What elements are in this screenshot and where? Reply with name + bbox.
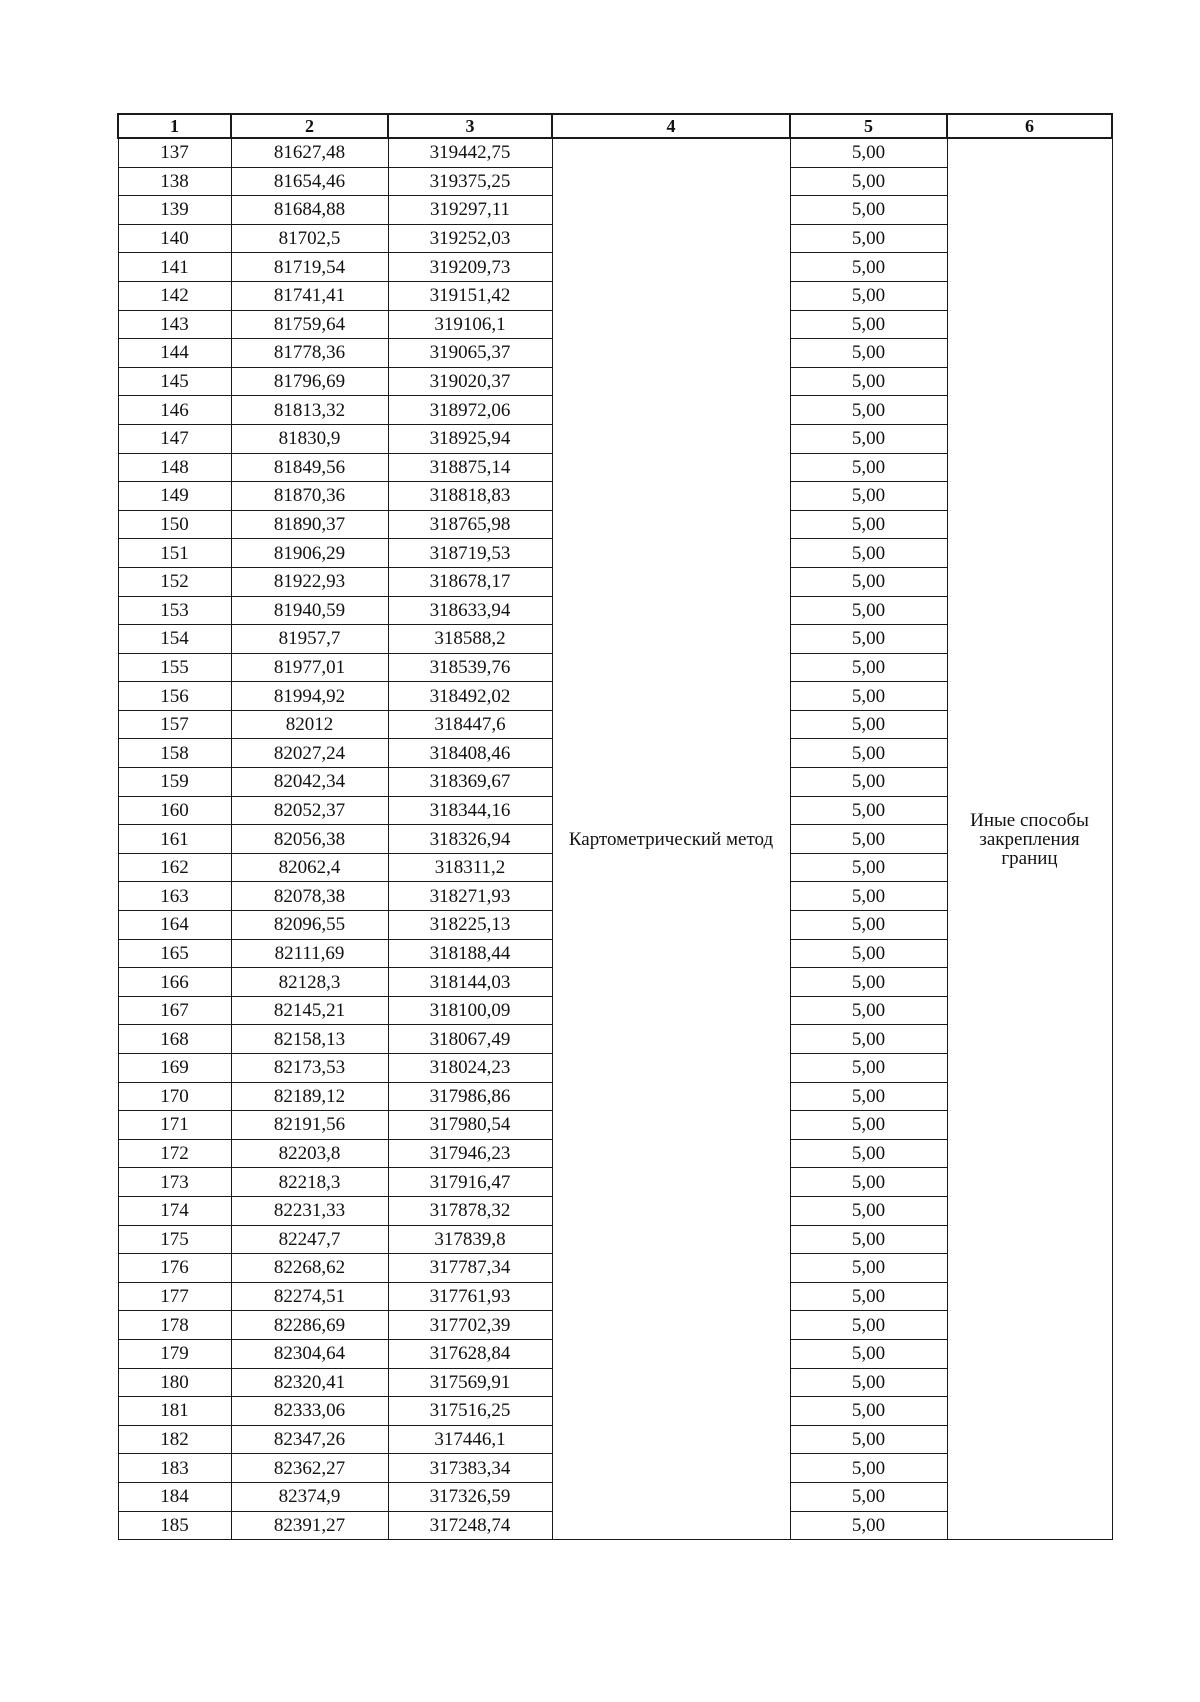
- coordinate-y: 317916,47: [388, 1168, 552, 1197]
- point-number: 181: [118, 1397, 231, 1426]
- accuracy-value: 5,00: [790, 939, 947, 968]
- point-number: 162: [118, 853, 231, 882]
- point-number: 144: [118, 339, 231, 368]
- accuracy-value: 5,00: [790, 396, 947, 425]
- table-row: [118, 138, 1112, 167]
- coordinate-x: 82274,51: [231, 1282, 388, 1311]
- accuracy-value: 5,00: [790, 653, 947, 682]
- fixing-method-line: закрепления: [979, 828, 1080, 850]
- accuracy-value: 5,00: [790, 1511, 947, 1540]
- point-number: 152: [118, 567, 231, 596]
- coordinate-x: 82062,4: [231, 853, 388, 882]
- point-number: 160: [118, 796, 231, 825]
- coordinate-y: 317446,1: [388, 1425, 552, 1454]
- coordinate-y: 317569,91: [388, 1368, 552, 1397]
- coordinate-y: 319065,37: [388, 339, 552, 368]
- point-number: 137: [118, 138, 231, 167]
- coordinate-y: 319375,25: [388, 167, 552, 196]
- coordinate-y: 317878,32: [388, 1196, 552, 1225]
- accuracy-value: 5,00: [790, 224, 947, 253]
- coordinate-x: 82374,9: [231, 1482, 388, 1511]
- coordinate-y: 318408,46: [388, 739, 552, 768]
- point-number: 148: [118, 453, 231, 482]
- coordinate-x: 81702,5: [231, 224, 388, 253]
- coordinate-x: 82173,53: [231, 1054, 388, 1083]
- point-number: 175: [118, 1225, 231, 1254]
- accuracy-value: 5,00: [790, 768, 947, 797]
- determination-method: Картометрический метод: [552, 138, 790, 1540]
- accuracy-value: 5,00: [790, 796, 947, 825]
- coordinate-y: 318271,93: [388, 882, 552, 911]
- coordinate-x: 81940,59: [231, 596, 388, 625]
- coordinate-y: 318188,44: [388, 939, 552, 968]
- accuracy-value: 5,00: [790, 138, 947, 167]
- point-number: 168: [118, 1025, 231, 1054]
- point-number: 138: [118, 167, 231, 196]
- accuracy-value: 5,00: [790, 1054, 947, 1083]
- point-number: 176: [118, 1254, 231, 1283]
- accuracy-value: 5,00: [790, 482, 947, 511]
- point-number: 177: [118, 1282, 231, 1311]
- coordinate-y: 317702,39: [388, 1311, 552, 1340]
- coordinate-x: 82052,37: [231, 796, 388, 825]
- accuracy-value: 5,00: [790, 1139, 947, 1168]
- accuracy-value: 5,00: [790, 1454, 947, 1483]
- accuracy-value: 5,00: [790, 167, 947, 196]
- accuracy-value: 5,00: [790, 424, 947, 453]
- coordinate-y: 317516,25: [388, 1397, 552, 1426]
- point-number: 161: [118, 825, 231, 854]
- coordinate-x: 81627,48: [231, 138, 388, 167]
- coordinate-x: 82362,27: [231, 1454, 388, 1483]
- coordinate-x: 82027,24: [231, 739, 388, 768]
- point-number: 145: [118, 367, 231, 396]
- header-col-4: 4: [552, 114, 790, 138]
- coordinate-y: 318719,53: [388, 539, 552, 568]
- coordinate-y: 318539,76: [388, 653, 552, 682]
- point-number: 180: [118, 1368, 231, 1397]
- coordinate-x: 82347,26: [231, 1425, 388, 1454]
- coordinate-y: 317986,86: [388, 1082, 552, 1111]
- coordinate-x: 81684,88: [231, 196, 388, 225]
- coordinate-y: 319151,42: [388, 281, 552, 310]
- accuracy-value: 5,00: [790, 996, 947, 1025]
- point-number: 178: [118, 1311, 231, 1340]
- accuracy-value: 5,00: [790, 539, 947, 568]
- coordinate-x: 82203,8: [231, 1139, 388, 1168]
- coordinate-x: 81813,32: [231, 396, 388, 425]
- coordinate-y: 318588,2: [388, 625, 552, 654]
- point-number: 185: [118, 1511, 231, 1540]
- header-col-3: 3: [388, 114, 552, 138]
- point-number: 139: [118, 196, 231, 225]
- coordinate-x: 81957,7: [231, 625, 388, 654]
- coordinate-y: 318024,23: [388, 1054, 552, 1083]
- coordinate-x: 82333,06: [231, 1397, 388, 1426]
- coordinate-x: 81977,01: [231, 653, 388, 682]
- coordinate-x: 82304,64: [231, 1339, 388, 1368]
- coordinate-y: 318818,83: [388, 482, 552, 511]
- accuracy-value: 5,00: [790, 1196, 947, 1225]
- point-number: 140: [118, 224, 231, 253]
- coordinate-y: 318447,6: [388, 710, 552, 739]
- header-col-2: 2: [231, 114, 388, 138]
- coordinate-y: 319106,1: [388, 310, 552, 339]
- accuracy-value: 5,00: [790, 1254, 947, 1283]
- coordinate-y: 318369,67: [388, 768, 552, 797]
- coordinate-x: 82286,69: [231, 1311, 388, 1340]
- coordinate-y: 317787,34: [388, 1254, 552, 1283]
- coordinate-x: 82191,56: [231, 1111, 388, 1140]
- point-number: 155: [118, 653, 231, 682]
- coordinate-y: 318678,17: [388, 567, 552, 596]
- point-number: 166: [118, 968, 231, 997]
- point-number: 149: [118, 482, 231, 511]
- point-number: 172: [118, 1139, 231, 1168]
- header-row: [118, 114, 1112, 138]
- point-number: 159: [118, 768, 231, 797]
- accuracy-value: 5,00: [790, 1111, 947, 1140]
- accuracy-value: 5,00: [790, 739, 947, 768]
- header-col-6: 6: [947, 114, 1112, 138]
- coordinate-x: 82078,38: [231, 882, 388, 911]
- fixing-method-line: границ: [1001, 847, 1058, 869]
- coordinate-x: 82096,55: [231, 911, 388, 940]
- coordinate-y: 318765,98: [388, 510, 552, 539]
- point-number: 167: [118, 996, 231, 1025]
- coordinate-x: 81890,37: [231, 510, 388, 539]
- point-number: 141: [118, 253, 231, 282]
- accuracy-value: 5,00: [790, 1397, 947, 1426]
- coordinate-x: 82158,13: [231, 1025, 388, 1054]
- boundary-fixing-method: [947, 138, 1112, 1540]
- coordinate-y: 318972,06: [388, 396, 552, 425]
- point-number: 153: [118, 596, 231, 625]
- accuracy-value: 5,00: [790, 882, 947, 911]
- accuracy-value: 5,00: [790, 567, 947, 596]
- point-number: 179: [118, 1339, 231, 1368]
- coordinate-y: 317383,34: [388, 1454, 552, 1483]
- accuracy-value: 5,00: [790, 1482, 947, 1511]
- header-col-5: 5: [790, 114, 947, 138]
- coordinate-x: 81906,29: [231, 539, 388, 568]
- coordinate-x: 82056,38: [231, 825, 388, 854]
- accuracy-value: 5,00: [790, 596, 947, 625]
- coordinate-x: 82042,34: [231, 768, 388, 797]
- coordinate-y: 317326,59: [388, 1482, 552, 1511]
- accuracy-value: 5,00: [790, 1025, 947, 1054]
- point-number: 150: [118, 510, 231, 539]
- coordinate-x: 82320,41: [231, 1368, 388, 1397]
- coordinate-y: 318633,94: [388, 596, 552, 625]
- coordinate-y: 317248,74: [388, 1511, 552, 1540]
- coordinate-y: 318100,09: [388, 996, 552, 1025]
- coordinate-x: 81741,41: [231, 281, 388, 310]
- coordinate-x: 81796,69: [231, 367, 388, 396]
- coordinate-x: 82391,27: [231, 1511, 388, 1540]
- coordinate-x: 81719,54: [231, 253, 388, 282]
- coordinate-y: 317839,8: [388, 1225, 552, 1254]
- point-number: 182: [118, 1425, 231, 1454]
- point-number: 154: [118, 625, 231, 654]
- point-number: 157: [118, 710, 231, 739]
- accuracy-value: 5,00: [790, 196, 947, 225]
- coordinate-y: 318067,49: [388, 1025, 552, 1054]
- coordinate-x: 82111,69: [231, 939, 388, 968]
- accuracy-value: 5,00: [790, 968, 947, 997]
- accuracy-value: 5,00: [790, 1168, 947, 1197]
- accuracy-value: 5,00: [790, 853, 947, 882]
- point-number: 143: [118, 310, 231, 339]
- accuracy-value: 5,00: [790, 367, 947, 396]
- coordinate-y: 317946,23: [388, 1139, 552, 1168]
- point-number: 158: [118, 739, 231, 768]
- coordinate-y: 318225,13: [388, 911, 552, 940]
- coordinate-y: 318326,94: [388, 825, 552, 854]
- coordinate-x: 82268,62: [231, 1254, 388, 1283]
- coordinate-y: 319252,03: [388, 224, 552, 253]
- accuracy-value: 5,00: [790, 1339, 947, 1368]
- coordinate-y: 318492,02: [388, 682, 552, 711]
- coordinate-x: 82128,3: [231, 968, 388, 997]
- point-number: 174: [118, 1196, 231, 1225]
- coordinate-x: 82218,3: [231, 1168, 388, 1197]
- coordinate-y: 319020,37: [388, 367, 552, 396]
- coordinate-y: 317628,84: [388, 1339, 552, 1368]
- document-page: [117, 113, 1111, 1540]
- header-col-1: 1: [118, 114, 231, 138]
- coordinate-x: 81759,64: [231, 310, 388, 339]
- coordinate-y: 318311,2: [388, 853, 552, 882]
- accuracy-value: 5,00: [790, 1082, 947, 1111]
- point-number: 165: [118, 939, 231, 968]
- coordinate-x: 81654,46: [231, 167, 388, 196]
- accuracy-value: 5,00: [790, 625, 947, 654]
- coordinate-y: 319442,75: [388, 138, 552, 167]
- coordinate-x: 82012: [231, 710, 388, 739]
- point-number: 147: [118, 424, 231, 453]
- coordinate-y: 317980,54: [388, 1111, 552, 1140]
- point-number: 183: [118, 1454, 231, 1483]
- point-number: 164: [118, 911, 231, 940]
- accuracy-value: 5,00: [790, 825, 947, 854]
- coordinate-y: 318344,16: [388, 796, 552, 825]
- accuracy-value: 5,00: [790, 339, 947, 368]
- point-number: 184: [118, 1482, 231, 1511]
- point-number: 146: [118, 396, 231, 425]
- accuracy-value: 5,00: [790, 682, 947, 711]
- accuracy-value: 5,00: [790, 281, 947, 310]
- coordinate-x: 82189,12: [231, 1082, 388, 1111]
- point-number: 151: [118, 539, 231, 568]
- accuracy-value: 5,00: [790, 310, 947, 339]
- accuracy-value: 5,00: [790, 453, 947, 482]
- coordinate-x: 81870,36: [231, 482, 388, 511]
- coordinate-x: 81830,9: [231, 424, 388, 453]
- coordinate-x: 81778,36: [231, 339, 388, 368]
- accuracy-value: 5,00: [790, 1368, 947, 1397]
- accuracy-value: 5,00: [790, 710, 947, 739]
- point-number: 169: [118, 1054, 231, 1083]
- coordinate-x: 81849,56: [231, 453, 388, 482]
- coordinate-y: 317761,93: [388, 1282, 552, 1311]
- coordinate-y: 318875,14: [388, 453, 552, 482]
- accuracy-value: 5,00: [790, 1425, 947, 1454]
- accuracy-value: 5,00: [790, 253, 947, 282]
- coordinate-y: 319209,73: [388, 253, 552, 282]
- accuracy-value: 5,00: [790, 510, 947, 539]
- coordinate-x: 82231,33: [231, 1196, 388, 1225]
- accuracy-value: 5,00: [790, 1282, 947, 1311]
- coordinate-x: 81922,93: [231, 567, 388, 596]
- coordinate-x: 82247,7: [231, 1225, 388, 1254]
- coordinates-table: [117, 113, 1113, 1540]
- accuracy-value: 5,00: [790, 1225, 947, 1254]
- point-number: 142: [118, 281, 231, 310]
- point-number: 171: [118, 1111, 231, 1140]
- coordinate-y: 319297,11: [388, 196, 552, 225]
- coordinate-y: 318925,94: [388, 424, 552, 453]
- table-body: [118, 138, 1112, 1540]
- accuracy-value: 5,00: [790, 1311, 947, 1340]
- fixing-method-line: Иные способы: [970, 809, 1089, 831]
- coordinate-x: 82145,21: [231, 996, 388, 1025]
- coordinate-y: 318144,03: [388, 968, 552, 997]
- point-number: 173: [118, 1168, 231, 1197]
- accuracy-value: 5,00: [790, 911, 947, 940]
- point-number: 170: [118, 1082, 231, 1111]
- point-number: 156: [118, 682, 231, 711]
- point-number: 163: [118, 882, 231, 911]
- coordinate-x: 81994,92: [231, 682, 388, 711]
